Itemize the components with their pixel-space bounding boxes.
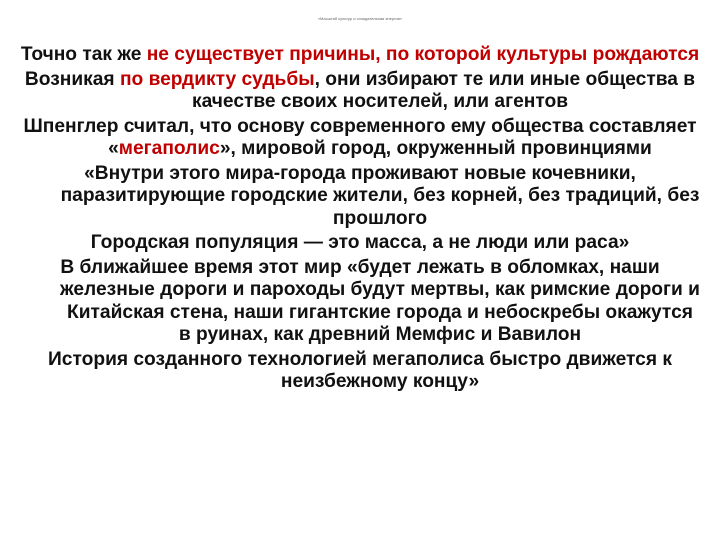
paragraph-3: [20, 116, 700, 161]
highlighted-phrase: по вердикту судьбы: [119, 68, 315, 90]
highlighted-phrase: не существует причины, по которой культуры рождаются: [146, 44, 700, 65]
paragraph-1: [20, 44, 700, 67]
text-segment: В ближайшее время этот мир «будет лежать в обломках, наши железные дороги и пароходы будут мертвы, как римские дороги и Китайская стена, наши гигантские города и небоскребы окажутся в руинах, как древний Мемфис и Вавилон: [60, 256, 700, 345]
text-segment: , они избирают те или иные общества в качестве своих носителей, или агентов: [191, 68, 696, 112]
paragraph-5: [20, 232, 700, 255]
slide-body: [20, 44, 700, 396]
paragraph-4: [20, 163, 700, 231]
paragraph-6: [20, 257, 700, 347]
slide-header-note: «Масштаб культур и созидательная энергия»: [317, 16, 403, 21]
text-segment: История созданного технологией мегаполиса быстро движется к неизбежному концу»: [48, 348, 672, 392]
paragraph-2: [20, 69, 700, 114]
text-segment: Городская популяция — это масса, а не люди или раса»: [90, 232, 630, 253]
paragraph-7: [20, 349, 700, 394]
text-segment: Шпенглер считал, что основу современного ему общества составляет «: [23, 115, 697, 159]
text-segment: Возникая: [24, 68, 120, 90]
text-segment: », мировой город, окруженный провинциями: [219, 138, 652, 159]
text-segment: «Внутри этого мира-города проживают новые кочевники, паразитирующие городские жители, без корней, без традиций, без прошлого: [60, 162, 700, 229]
text-segment: Точно так же: [20, 44, 147, 65]
highlighted-phrase: мегаполис: [118, 138, 220, 159]
